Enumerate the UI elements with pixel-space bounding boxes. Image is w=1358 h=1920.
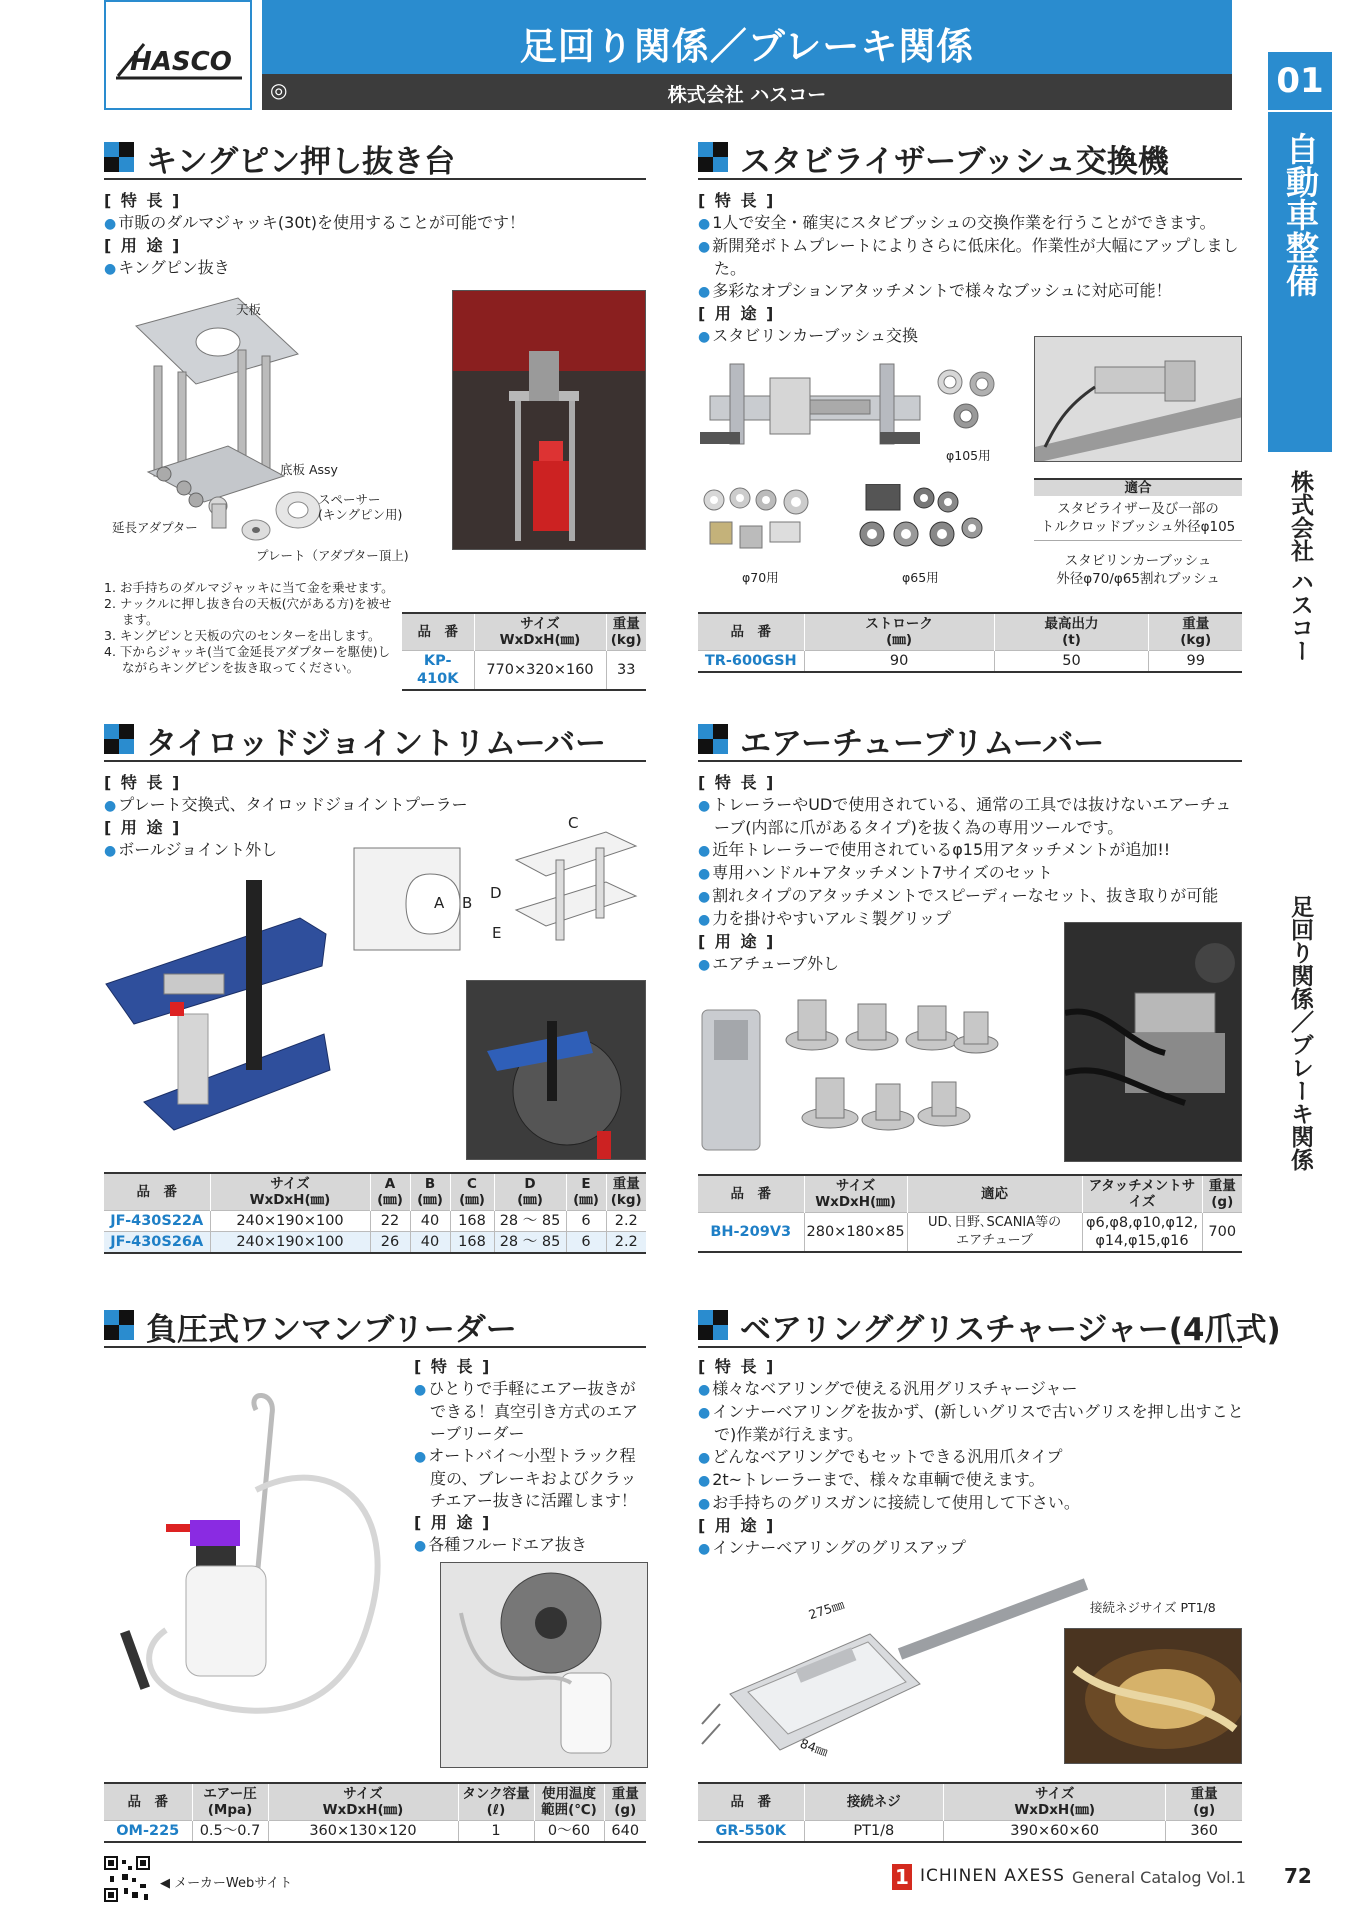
section-stabilizer — [698, 136, 1242, 182]
table-cell: 33 — [606, 651, 646, 691]
compat-header: 適合 — [1034, 478, 1242, 496]
feature-item: ● トレーラーやUDで使用されている、通常の工具では抜けないエアーチューブ(内部に爪があるタイプ)を抜く為の専用ツールです。 — [698, 794, 1244, 839]
caption-base: 底板 Assy — [280, 462, 338, 477]
section-title: 負圧式ワンマンブリーダー — [146, 1312, 517, 1348]
table-cell: 22 — [370, 1211, 410, 1232]
section-title: ベアリンググリスチャージャー(4爪式) — [740, 1312, 1281, 1348]
grease-charger-image — [700, 1574, 1090, 1774]
table-cell: 240×190×100 — [210, 1211, 370, 1232]
tierod-spec-table — [104, 1172, 646, 1254]
section-marker-icon — [698, 1310, 728, 1340]
table-header: ストローク (㎜) — [804, 613, 994, 651]
ichinen-logo-icon: 1 — [892, 1864, 912, 1890]
table-cell: 0～60 — [534, 1821, 604, 1843]
side-section: 足回り関係／ブレーキ関係 — [1287, 895, 1313, 1171]
section-grease — [698, 1304, 1281, 1350]
dim-label-e: E — [492, 924, 502, 942]
circle-mark-icon: ◎ — [270, 78, 288, 102]
feature-item: ● お手持ちのグリスガンに接続して使用して下さい。 — [698, 1492, 1244, 1515]
caption-spacer: スペーサー (キングピン用) — [318, 492, 403, 522]
page-number: 72 — [1284, 1864, 1312, 1888]
table-header: アタッチメントサイズ — [1082, 1175, 1202, 1213]
table-row — [104, 1211, 646, 1232]
dim-label-b: B — [462, 894, 473, 912]
uses-label: [ 用 途 ] — [104, 818, 182, 837]
table-cell: 40 — [410, 1211, 450, 1232]
table-header: 重量 (g) — [1202, 1175, 1242, 1213]
table-header: 重量 (kg) — [606, 1173, 646, 1211]
section-title-bar — [104, 1304, 646, 1348]
table-header: 品 番 — [698, 1175, 804, 1213]
feature-item: ● 近年トレーラーで使用されているφ15用アタッチメントが追加!! — [698, 839, 1244, 862]
section-marker-icon — [104, 1310, 134, 1340]
catalog-name: General Catalog Vol.1 — [1072, 1868, 1246, 1887]
airtube-usage-photo — [1064, 922, 1242, 1162]
table-cell: 28 ～ 85 — [494, 1211, 566, 1232]
qr-code-icon[interactable] — [104, 1856, 150, 1902]
company-name: 株式会社 ハスコー — [667, 84, 827, 106]
product-code: BH-209V3 — [698, 1213, 804, 1253]
section-title-bar — [698, 136, 1242, 180]
table-header: サイズ WxDxH(㎜) — [474, 613, 606, 651]
features-label: [ 特 長 ] — [104, 773, 182, 792]
table-cell: 50 — [994, 651, 1149, 673]
table-cell: 6 — [566, 1211, 606, 1232]
table-row — [698, 651, 1242, 673]
table-header: サイズ WxDxH(㎜) — [944, 1783, 1166, 1821]
feature-item: ● インナーベアリングを抜かず、(新しいグリスで古いグリスを押し出すことで)作業が行えます。 — [698, 1401, 1244, 1446]
feature-item: ● 2t~トレーラーまで、様々な車輌で使えます。 — [698, 1469, 1244, 1492]
table-cell: 26 — [370, 1232, 410, 1254]
svg-text:HASCO: HASCO — [130, 47, 232, 77]
maker-website-link[interactable]: ◀ メーカーWebサイト — [160, 1876, 293, 1891]
brand-name: ICHINEN AXESS — [920, 1866, 1065, 1886]
dim-label-c: C — [568, 814, 579, 832]
section-title-bar — [698, 1304, 1281, 1348]
table-header: 最高出力 (t) — [994, 613, 1149, 651]
table-cell: 360×130×120 — [268, 1821, 458, 1843]
feature-item: ● 力を掛けやすいアルミ製グリップ — [698, 908, 1244, 931]
product-code: JF-430S22A — [104, 1211, 210, 1232]
bleeder-spec-table — [104, 1782, 646, 1843]
chapter-category-tab: 自動車整備 — [1268, 112, 1332, 452]
table-header: サイズ WxDxH(㎜) — [210, 1173, 370, 1211]
dim-label-d: D — [490, 884, 502, 902]
section-title: キングピン押し抜き台 — [146, 144, 456, 180]
table-header: C (㎜) — [450, 1173, 494, 1211]
table-cell: φ6,φ8,φ10,φ12, φ14,φ15,φ16 — [1082, 1213, 1202, 1253]
section-tierod — [104, 718, 646, 764]
plate-dimension-diagram — [350, 844, 476, 954]
table-header: 適応 — [907, 1175, 1082, 1213]
stabilizer-spec-table — [698, 612, 1242, 673]
table-cell: 360 — [1166, 1821, 1242, 1843]
header-band — [262, 0, 1232, 74]
attachment-65-image — [852, 484, 992, 558]
table-cell: PT1/8 — [804, 1821, 944, 1843]
table-header: 重量 (g) — [604, 1783, 646, 1821]
table-cell: 6 — [566, 1232, 606, 1254]
table-cell: 640 — [604, 1821, 646, 1843]
table-cell: 90 — [804, 651, 994, 673]
caption-width: 84㎜ — [798, 1735, 830, 1760]
table-cell: 2.2 — [606, 1232, 646, 1254]
header-subband — [262, 74, 1232, 110]
use-item: ● 各種フルードエア抜き — [414, 1534, 650, 1557]
table-cell: 168 — [450, 1232, 494, 1254]
note-item: 4. 下からジャッキ(当て金延長アダプターを駆使)しながらキングピンを抜き取ってください。 — [104, 644, 391, 675]
table-header: 重量 (g) — [1166, 1783, 1242, 1821]
feature-item: ● 専用ハンドル+アタッチメント7サイズのセット — [698, 862, 1244, 885]
table-cell: 700 — [1202, 1213, 1242, 1253]
table-cell: 168 — [450, 1211, 494, 1232]
table-cell: 280×180×85 — [804, 1213, 907, 1253]
hasco-logo — [104, 0, 252, 110]
stabilizer-machine-image — [700, 356, 930, 456]
table-cell: 28 ～ 85 — [494, 1232, 566, 1254]
features-label: [ 特 長 ] — [698, 1357, 776, 1376]
puller-dimension-diagram — [506, 830, 646, 960]
compat-line-2: スタビリンカーブッシュ 外径φ70/φ65割れブッシュ — [1056, 553, 1220, 587]
use-item: ● キングピン抜き — [104, 257, 644, 280]
table-header: 品 番 — [402, 613, 474, 651]
caption-top-plate: 天板 — [236, 302, 262, 317]
grease-text — [698, 1356, 1244, 1560]
table-cell: 1 — [458, 1821, 534, 1843]
table-header: タンク容量 (ℓ) — [458, 1783, 534, 1821]
features-label: [ 特 長 ] — [698, 191, 776, 210]
feature-item: ● プレート交換式、タイロッドジョイントプーラー — [104, 794, 644, 817]
section-airtube — [698, 718, 1242, 764]
table-header: E (㎜) — [566, 1173, 606, 1211]
table-header: 品 番 — [104, 1783, 192, 1821]
section-title: スタビライザーブッシュ交換機 — [740, 144, 1169, 180]
feature-item: ● 様々なベアリングで使える汎用グリスチャージャー — [698, 1378, 1244, 1401]
table-header: D (㎜) — [494, 1173, 566, 1211]
section-marker-icon — [698, 724, 728, 754]
table-row — [104, 1232, 646, 1254]
table-row — [104, 1821, 646, 1843]
stabilizer-usage-photo — [1034, 336, 1242, 462]
grease-usage-photo — [1064, 1628, 1242, 1764]
note-item: 1. お手持ちのダルマジャッキに当て金を乗せます。 — [104, 580, 394, 595]
caption-phi105: φ105用 — [946, 448, 991, 463]
kingpin-spec-table — [402, 612, 646, 691]
grease-spec-table — [698, 1782, 1242, 1843]
table-row — [698, 1821, 1242, 1843]
bleeder-usage-photo — [440, 1562, 648, 1768]
chapter-number: 01 — [1268, 52, 1332, 110]
features-label: [ 特 長 ] — [104, 191, 182, 210]
caption-thread: 接続ネジサイズ PT1/8 — [1090, 1600, 1216, 1615]
product-code: JF-430S26A — [104, 1232, 210, 1254]
caption-plate: プレート（アダプター頂上) — [256, 548, 409, 563]
note-item: 2. ナックルに押し抜き台の天板(穴がある方)を被せます。 — [104, 596, 392, 627]
kingpin-text — [104, 190, 644, 280]
table-header: サイズ WxDxH(㎜) — [804, 1175, 907, 1213]
product-code: OM-225 — [104, 1821, 192, 1843]
dim-label-a: A — [434, 894, 445, 912]
table-cell: 770×320×160 — [474, 651, 606, 691]
product-code: TR-600GSH — [698, 651, 804, 673]
table-cell: 40 — [410, 1232, 450, 1254]
airtube-tool-set-image — [700, 990, 1000, 1160]
table-header: 重量 (kg) — [1149, 613, 1242, 651]
table-cell: 0.5～0.7 — [192, 1821, 268, 1843]
table-header: 品 番 — [104, 1173, 210, 1211]
table-header: A (㎜) — [370, 1173, 410, 1211]
table-cell: UD､日野､SCANIA等の エアチューブ — [907, 1213, 1082, 1253]
use-item: ● ボールジョイント外し — [104, 839, 644, 862]
feature-item: ● オートバイ～小型トラック程度の、ブレーキおよびクラッチエアー抜きに活躍します！ — [414, 1445, 650, 1512]
tierod-puller-image — [104, 874, 336, 1144]
feature-item: ● ひとりで手軽にエアー抜きができる！真空引き方式のエアーブリーダー — [414, 1378, 650, 1445]
caption-phi65: φ65用 — [902, 570, 939, 585]
uses-label: [ 用 途 ] — [698, 932, 776, 951]
uses-label: [ 用 途 ] — [698, 304, 776, 323]
stabilizer-text — [698, 190, 1242, 348]
table-header: 品 番 — [698, 613, 804, 651]
page-title: 足回り関係／ブレーキ関係 — [519, 25, 975, 68]
kingpin-usage-photo — [452, 290, 646, 550]
table-cell: 2.2 — [606, 1211, 646, 1232]
table-cell: 240×190×100 — [210, 1232, 370, 1254]
feature-item: ● 割れタイプのアタッチメントでスピーディーなセット、抜き取りが可能 — [698, 885, 1244, 908]
attachment-70-image — [700, 486, 830, 558]
table-header: 品 番 — [698, 1783, 804, 1821]
feature-item: ● どんなベアリングでもセットできる汎用爪タイプ — [698, 1446, 1244, 1469]
kingpin-notes — [104, 580, 394, 676]
product-code: GR-550K — [698, 1821, 804, 1843]
table-header: 接続ネジ — [804, 1783, 944, 1821]
feature-item: ● 市販のダルマジャッキ(30t)を使用することが可能です！ — [104, 212, 644, 235]
compat-line-1: スタビライザー及び一部の トルクロッドブッシュ外径φ105 — [1034, 500, 1242, 541]
bleeder-image — [106, 1390, 406, 1750]
section-title-bar — [104, 718, 646, 762]
tierod-usage-photo — [466, 980, 646, 1160]
uses-label: [ 用 途 ] — [414, 1513, 492, 1532]
use-item: ● スタビリンカーブッシュ交換 — [698, 325, 1242, 348]
section-title-bar — [698, 718, 1242, 762]
caption-ext-adapter: 延長アダプター — [112, 520, 198, 535]
features-label: [ 特 長 ] — [414, 1357, 492, 1376]
section-bleeder — [104, 1304, 646, 1350]
feature-item: ● 多彩なオプションアタッチメントで様々なブッシュに対応可能！ — [698, 280, 1242, 303]
uses-label: [ 用 途 ] — [698, 1516, 776, 1535]
caption-length: 275㎜ — [806, 1596, 846, 1623]
table-header: エアー圧 (Mpa) — [192, 1783, 268, 1821]
note-item: 3. キングピンと天板の穴のセンターを出します。 — [104, 628, 381, 643]
use-item: ● インナーベアリングのグリスアップ — [698, 1537, 1244, 1560]
feature-item: ● 新開発ボトムプレートによりさらに低床化。作業性が大幅にアップしました。 — [698, 235, 1242, 280]
section-title: タイロッドジョイントリムーバー — [146, 726, 607, 762]
table-row — [698, 1213, 1242, 1253]
table-header: 重量 (kg) — [606, 613, 646, 651]
bleeder-text — [414, 1356, 650, 1557]
caption-phi70: φ70用 — [742, 570, 779, 585]
side-company: 株式会社 ハスコー — [1287, 470, 1313, 663]
feature-item: ● 1人で安全・確実にスタビブッシュの交換作業を行うことができます。 — [698, 212, 1242, 235]
features-label: [ 特 長 ] — [698, 773, 776, 792]
table-header: 使用温度 範囲(℃) — [534, 1783, 604, 1821]
section-marker-icon — [698, 142, 728, 172]
airtube-spec-table — [698, 1174, 1242, 1253]
table-header: B (㎜) — [410, 1173, 450, 1211]
table-row — [402, 651, 646, 691]
section-title-bar — [104, 136, 646, 180]
section-marker-icon — [104, 724, 134, 754]
use-item: ● エアチューブ外し — [698, 953, 1244, 976]
product-code: KP-410K — [402, 651, 474, 691]
section-marker-icon — [104, 142, 134, 172]
table-cell: 99 — [1149, 651, 1242, 673]
table-cell: 390×60×60 — [944, 1821, 1166, 1843]
attachment-105-image — [934, 366, 1004, 436]
section-kingpin — [104, 136, 646, 182]
uses-label: [ 用 途 ] — [104, 236, 182, 255]
section-title: エアーチューブリムーバー — [740, 726, 1105, 762]
table-header: サイズ WxDxH(㎜) — [268, 1783, 458, 1821]
